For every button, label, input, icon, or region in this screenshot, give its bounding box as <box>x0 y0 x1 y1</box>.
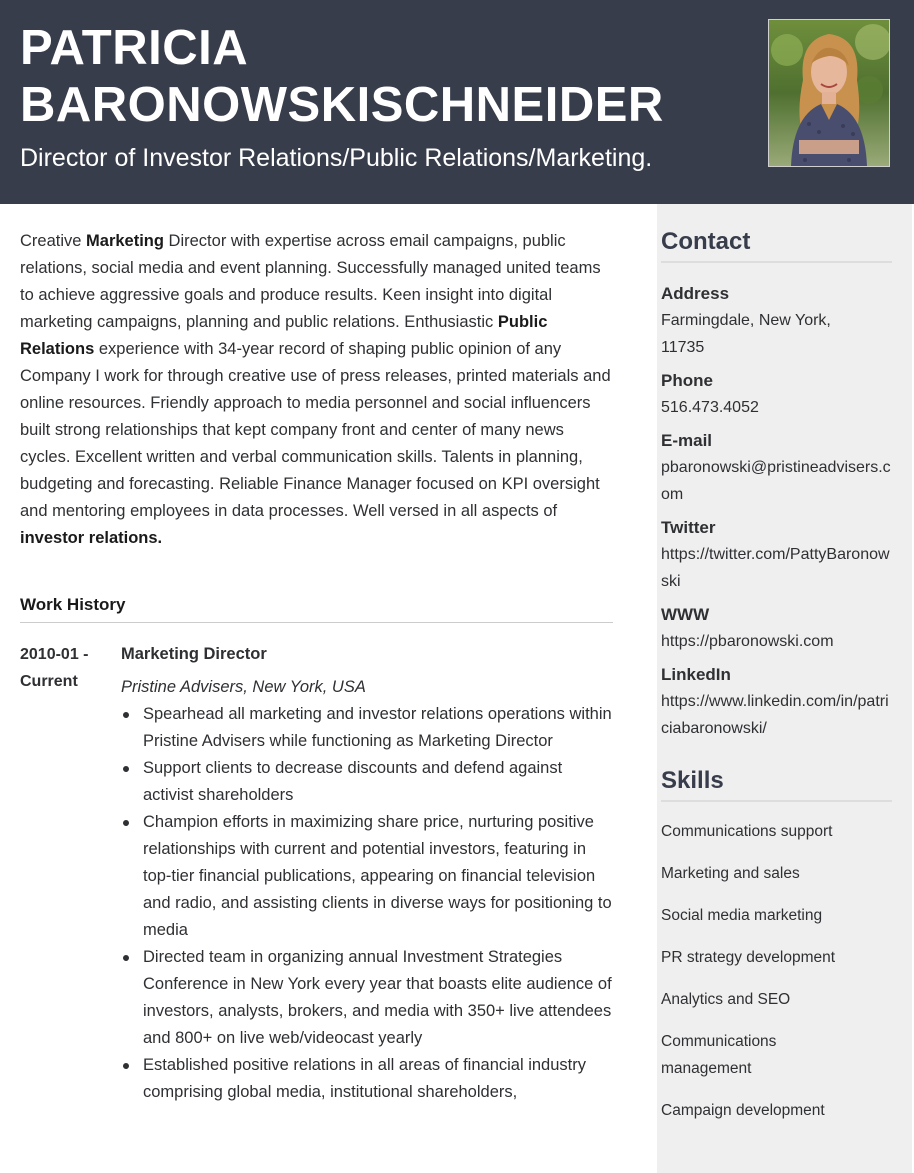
linkedin-link[interactable]: https://www.linkedin.com/in/patriciabaronowski/ <box>661 693 889 737</box>
job-title: Marketing Director <box>121 645 267 663</box>
contact-heading: Contact <box>661 226 892 263</box>
address-label: Address <box>661 284 730 303</box>
portrait-illustration <box>769 20 889 166</box>
professional-summary <box>20 228 613 552</box>
www-label: WWW <box>661 605 710 624</box>
linkedin-label: LinkedIn <box>661 665 731 684</box>
skill-item: Social media marketing <box>661 907 823 924</box>
first-name: PATRICIA <box>20 21 249 75</box>
email-link[interactable]: pbaronowski@pristineadvisers.com <box>661 459 891 503</box>
job-bullets <box>121 701 613 1106</box>
profile-photo <box>768 19 890 167</box>
job-bullet: Champion efforts in maximizing share price, nurturing positive relationships with current and potential investors, featuring in top-tier financial publications, appearing on financial television and radio, and assisting clients in diverse ways for positioning to media <box>143 809 613 944</box>
address-value: Farmingdale, New York, 11735 <box>661 312 831 356</box>
last-name: BARONOWSKISCHNEIDER <box>20 78 664 132</box>
skill-item: PR strategy development <box>661 949 836 966</box>
main-column <box>20 228 613 1106</box>
job-bullet: Established positive relations in all areas of financial industry comprising global media, institutional shareholders, <box>143 1052 613 1106</box>
website-link[interactable]: https://pbaronowski.com <box>661 633 834 650</box>
job-headline: Director of Investor Relations/Public Relations/Marketing. <box>20 144 653 172</box>
job-details <box>121 641 613 1106</box>
twitter-label: Twitter <box>661 518 716 537</box>
job-bullet: Spearhead all marketing and investor relations operations within Pristine Advisers while functioning as Marketing Director <box>143 701 613 755</box>
summary-keyword-marketing: Marketing <box>86 232 164 250</box>
summary-text: Creative <box>20 232 87 250</box>
skill-item: Campaign development <box>661 1102 825 1119</box>
summary-text: experience with 34-year record of shaping public opinion of any Company I work for through creative use of press releases, printed materials and online resources. Friendly approach to media personnel and social influencers built strong relationships that kept company front and center of many news cycles. Excellent written and verbal communication skills. Talents in planning, budgeting and forecasting. Reliable Finance Manager focused on KPI oversight and mentoring employees in data processes. Well versed in all aspects of <box>20 340 611 520</box>
phone-value[interactable]: 516.473.4052 <box>661 399 759 416</box>
summary-keyword-public-relations: Public Relations <box>20 313 548 358</box>
resume-header <box>0 0 914 204</box>
email-label: E-mail <box>661 431 713 450</box>
skill-item: Communications management <box>661 1033 777 1077</box>
phone-label: Phone <box>661 371 713 390</box>
summary-text: Director with expertise across email campaigns, public relations, social media and event planning. Successfully managed united teams to achieve aggressive goals and produce results. Keen insight into digital marketing campaigns, planning and public relations. Enthusiastic <box>20 232 601 331</box>
skills-heading: Skills <box>661 765 892 802</box>
work-history-heading: Work History <box>20 591 613 623</box>
job-bullet: Support clients to decrease discounts and defend against activist shareholders <box>143 755 613 809</box>
contact-list <box>661 280 892 742</box>
candidate-name <box>20 20 750 134</box>
summary-keyword-investor-relations: investor relations. <box>20 529 163 547</box>
skill-item: Analytics and SEO <box>661 991 791 1008</box>
skill-item: Marketing and sales <box>661 865 800 882</box>
twitter-link[interactable]: https://twitter.com/PattyBaronowski <box>661 546 890 590</box>
skill-item: Communications support <box>661 823 833 840</box>
skills-list <box>661 818 892 1124</box>
job-entry <box>20 641 613 1106</box>
job-bullet: Directed team in organizing annual Investment Strategies Conference in New York every year that boasts elite audience of investors, analysts, brokers, and media with 350+ live attendees and 800+ on live web/videocast yearly <box>143 944 613 1052</box>
sidebar-content <box>661 226 892 1124</box>
sidebar <box>657 204 912 1173</box>
job-company: Pristine Advisers, New York, USA <box>121 678 366 696</box>
job-dates: 2010-01 - Current <box>20 646 89 690</box>
